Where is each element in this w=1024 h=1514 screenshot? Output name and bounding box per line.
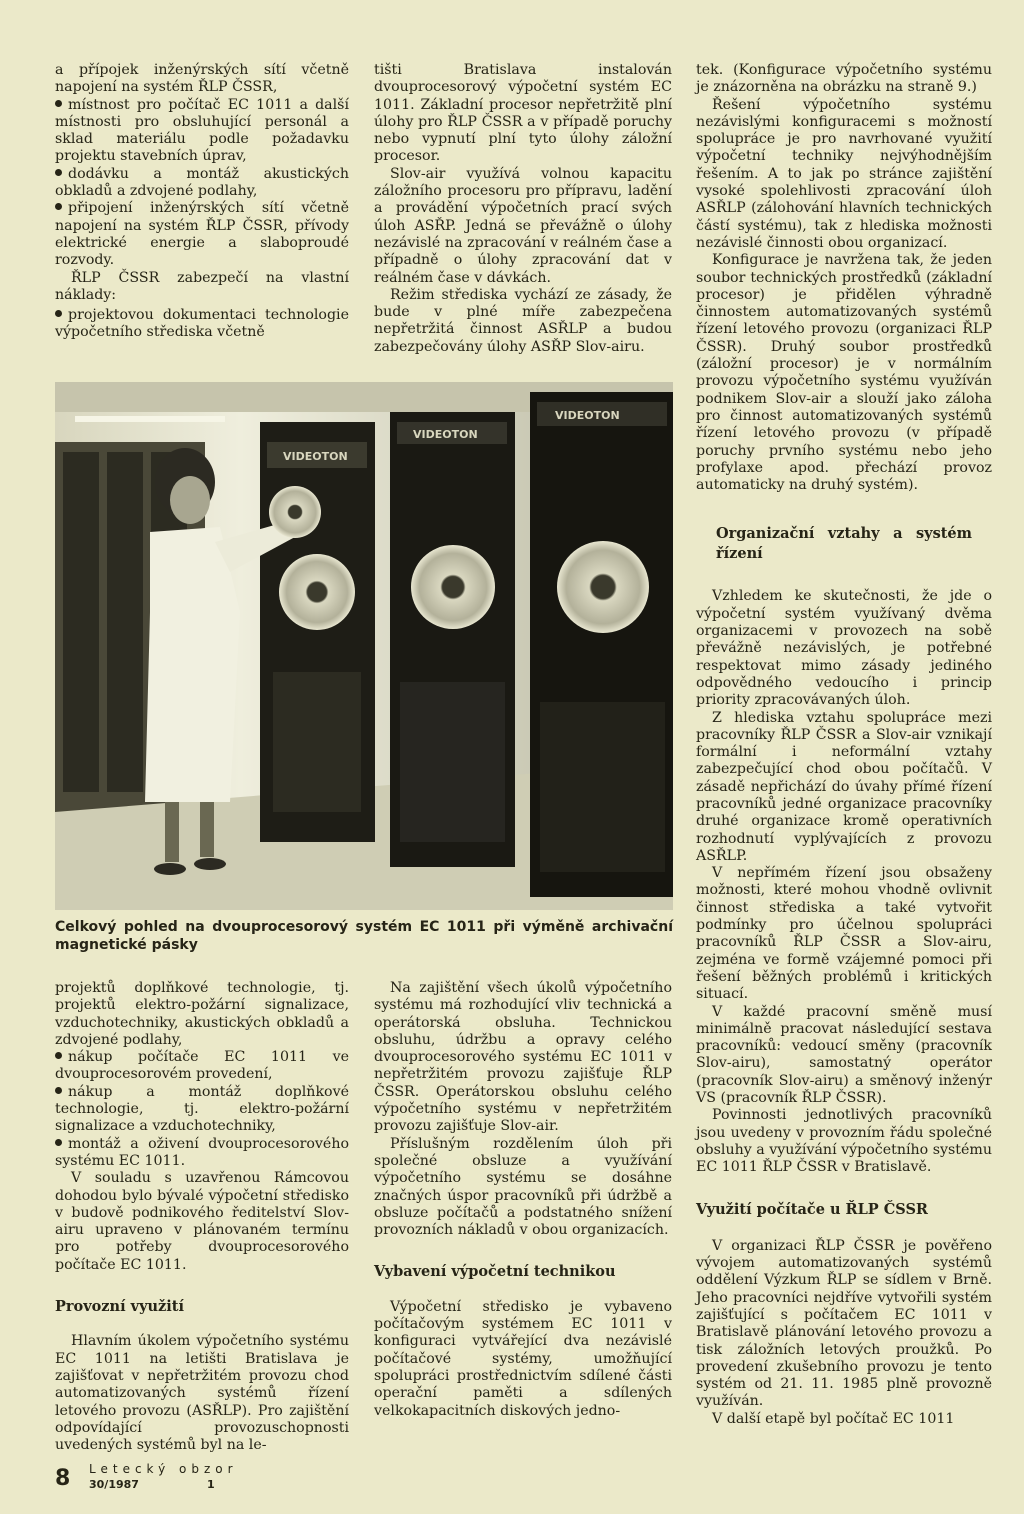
paragraph: V nepřímém řízení jsou obsaženy možnosti, které mohou vhodně ovlivnit činnost střediska a také vytvořit podmínky pro účelnou spolupráci pracovníků ŘLP ČSSR a Slov-airu, zejména ve formě vzájemné pomoci při řešení běžných problémů i kritických situací. <box>696 865 992 1003</box>
page-number: 8 <box>55 1466 71 1491</box>
bullet-icon <box>55 1139 62 1146</box>
photo-label: VIDEOTON <box>555 409 620 422</box>
photo-label: VIDEOTON <box>283 450 348 463</box>
bullet-item <box>55 1136 349 1171</box>
photo-illustration <box>55 382 673 910</box>
paragraph: V další etapě byl počítač EC 1011 <box>712 1410 955 1427</box>
column-2-bottom <box>374 980 672 1420</box>
paragraph: Režim střediska vychází ze zásady, že bude v plné míře zabezpečena nepřetržitá činnost ASŘLP a budou zabezpečovány úlohy ASŘP Slov-airu. <box>374 286 672 355</box>
paragraph: V souladu s uzavřenou Rámcovou dohodou bylo bývalé výpočetní středisko v budově podnikového ředitelství Slov-airu upraveno v plánovaném termínu pro potřeby dvouprocesorového počítače EC 1011. <box>55 1170 349 1273</box>
photo-label: VIDEOTON <box>413 428 478 441</box>
bullet-text: montáž a oživení dvouprocesorového systému EC 1011. <box>55 1135 349 1169</box>
bullet-icon <box>55 1052 62 1059</box>
paragraph: V každé pracovní směně musí minimálně pracovat následující sestava pracovníků: vedoucí směny (pracovník Slov-airu), samostatný operátor (pracovník Slov-airu) a směnový inženýr VS (pracovník ŘLP ČSSR). <box>696 1003 992 1107</box>
column-3 <box>696 62 992 1428</box>
paragraph: projektů doplňkové technologie, tj. projektů elektro-požární signalizace, vzduchotechniky, akustických obkladů a zdvojené podlahy, <box>55 980 349 1048</box>
magazine-name: Letecký obzor <box>89 1462 238 1476</box>
bullet-text: připojení inženýrských sítí včetně napojení na systém ŘLP ČSSR, přívody elektrické energie a slaboproudé rozvody. <box>55 200 349 269</box>
section-heading: Využití počítače u ŘLP ČSSR <box>696 1200 928 1218</box>
paragraph: V organizaci ŘLP ČSSR je pověřeno vývojem automatizovaných systémů oddělení Výzkum ŘLP se sídlem v Brně. Jeho pracovníci nejdříve vytvořili systém zajišťující s počítačem EC 1011 v Bratislavě plánování letového provozu a tisk záložních letových proužků. Po provedení zkušebního provozu je tento systém od 21. 11. 1985 plně provozně využíván. <box>696 1237 992 1410</box>
paragraph: Z hlediska vztahu spolupráce mezi pracovníky ŘLP ČSSR a Slov-air vznikají formální i neformální vztahy zabezpečující chod obou počítačů. V zásadě nepřichází do úvahy přímé řízení pracovníků jedné organizace pracovníky druhé organizace kromě operativních rozhodnutí vyplývajících z provozu ASŘLP. <box>696 709 992 864</box>
paragraph: Vzhledem ke skutečnosti, že jde o výpočetní systém využívaný dvěma organizacemi v provozech na sobě převážně nezávislých, je potřebné respektovat mimo zásady jediného odpovědného vedoucího i princip priority zpracovávaných úloh. <box>696 588 992 709</box>
bullet-item <box>55 97 349 166</box>
paragraph: Výpočetní středisko je vybaveno počítačovým systémem EC 1011 v konfiguraci vytvářející dva nezávislé počítačové systémy, umožňující spolupráci prostřednictvím sdílené části operační paměti a sdílených velkokapacitních diskových jedno- <box>374 1298 672 1419</box>
paragraph: Slov-air využívá volnou kapacitu záložního procesoru pro přípravu, ladění a provádění výpočetních prací svých úloh ASŘP. Jedná se převážně o úlohy nezávislé na zpracování v reálném čase a případně o úlohy zpracování dat v reálném čase v dávkách. <box>374 165 672 286</box>
column-2-top <box>374 62 672 356</box>
bullet-icon <box>55 169 62 176</box>
paragraph: Řešení výpočetního systému nezávislými konfiguracemi s možností spolupráce je pro navrhované využití výpočetní techniky nejvýhodnějším řešením. A to jak po stránce zajištění vysoké spolehlivosti zpracování úloh ASŘLP (zálohování hlavních technických částí systému), tak z hlediska možnosti nezávislé činnosti obou organizací. <box>696 96 992 251</box>
column-1-top <box>55 62 349 342</box>
paragraph: Konfigurace je navržena tak, že jeden soubor technických prostředků (základní procesor) je přidělen výhradně činnostem automatizovaných systémů řízení letového provozu (organizaci ŘLP ČSSR). Druhý soubor prostředků (záložní procesor) je v normálním provozu výpočetního systému využíván podnikem Slov-air a slouží jako záloha pro činnost automatizovaných systémů řízení letového provozu (v případě poruchy prvního systému nebo jeho profylaxe apod. přechází provoz automaticky na druhý systém). <box>696 252 992 494</box>
bullet-item <box>55 1049 349 1084</box>
paragraph: ŘLP ČSSR zabezpečí na vlastní náklady: <box>55 269 349 303</box>
paragraph: a přípojek inženýrských sítí včetně napojení na systém ŘLP ČSSR, <box>55 62 349 96</box>
bullet-item <box>55 1084 349 1136</box>
bullet-icon <box>55 100 62 107</box>
paragraph: Povinnosti jednotlivých pracovníků jsou uvedeny v provozním řádu společné obsluhy a využívání výpočetního systému EC 1011 ŘLP ČSSR v Bratislavě. <box>696 1107 992 1176</box>
bullet-text: nákup počítače EC 1011 ve dvouprocesorovém provedení, <box>55 1049 349 1083</box>
bullet-item <box>55 166 349 201</box>
bullet-text: místnost pro počítač EC 1011 a další místnosti pro obsluhující personál a sklad materiálu podle požadavku projektu stavebních úprav, <box>55 96 349 165</box>
paragraph: tišti Bratislava instalován dvouprocesorový výpočetní systém EC 1011. Základní procesor nepřetržitě plní úlohy pro ŘLP ČSSR a v případě poruchy nebo vypnutí plní tyto úlohy záložní procesor. <box>374 62 672 165</box>
bullet-item <box>55 307 349 342</box>
paragraph: tek. (Konfigurace výpočetního systému je znázorněna na obrázku na straně 9.) <box>696 62 992 96</box>
column-1-bottom <box>55 980 349 1454</box>
bullet-icon <box>55 203 62 210</box>
issue-page: 1 <box>207 1478 215 1491</box>
bullet-text: dodávku a montáž akustických obkladů a zdvojené podlahy, <box>55 165 349 200</box>
paragraph: Příslušným rozdělením úloh při společné obsluze a využívání výpočetního systému se dosáhne značných úspor pracovníků při údržbě a obsluze počítačů a podstatného snížení provozních nákladů v obou organizacích. <box>374 1135 672 1239</box>
bullet-icon <box>55 1087 62 1094</box>
section-heading: Provozní využití <box>55 1298 184 1316</box>
bullet-item <box>55 200 349 269</box>
paragraph: Na zajištění všech úkolů výpočetního systému má rozhodující vliv technická a operátorská obsluha. Technickou obsluhu, údržbu a opravy celého dvouprocesorového systému EC 1011 v nepřetržitém provozu zajišťuje ŘLP ČSSR. Operátorskou obsluhu celého výpočetního systému v nepřetržitém provozu zajišťuje Slov-air. <box>374 980 672 1135</box>
paragraph: Hlavním úkolem výpočetního systému EC 1011 na letišti Bratislava je zajišťovat v nepřetržitém provozu chod automatizovaných systémů řízení letového provozu (ASŘLP). Pro zajištění odpovídající provozuschopnosti uvedených systémů byl na le- <box>55 1333 349 1454</box>
photo-caption: Celkový pohled na dvouprocesorový systém EC 1011 při výměně archivační magnetické pásky <box>55 919 673 953</box>
section-heading: Organizační vztahy a systém řízení <box>716 525 972 563</box>
bullet-text: projektovou dokumentaci technologie výpočetního střediska včetně <box>55 307 349 341</box>
section-heading: Vybavení výpočetní technikou <box>374 1263 616 1281</box>
bullet-icon <box>55 310 62 317</box>
issue-number: 30/1987 <box>89 1478 139 1491</box>
computer-room-photo <box>55 382 673 910</box>
bullet-text: nákup a montáž doplňkové technologie, tj. elektro-požární signalizace a vzduchotechniky, <box>55 1083 349 1135</box>
